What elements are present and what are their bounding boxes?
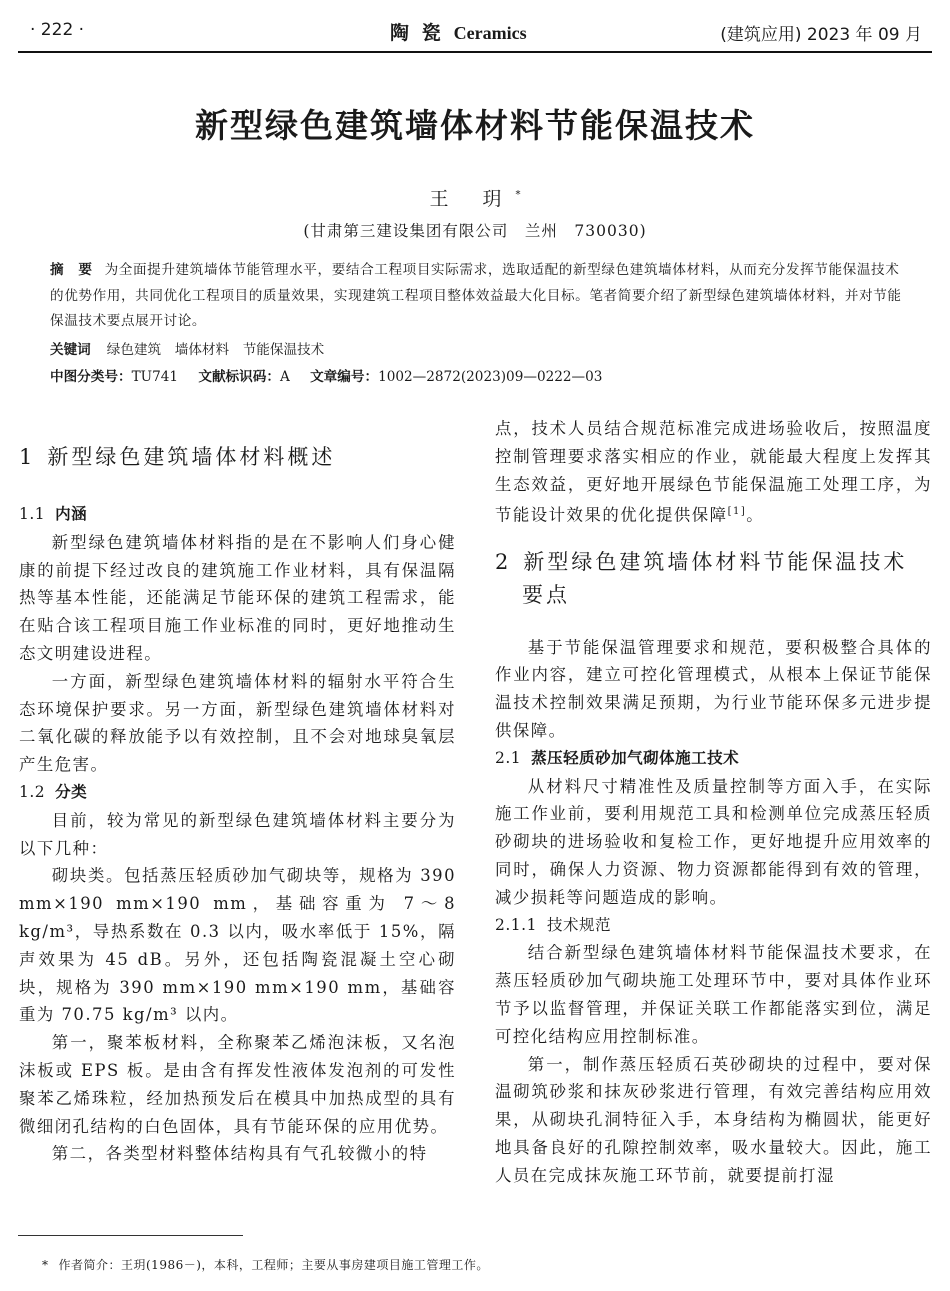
abstract-label: 摘 要 <box>50 262 93 278</box>
section-2-1-1-heading <box>495 912 932 940</box>
author-name: 王 玥 <box>429 188 516 210</box>
clc-value: TU741 <box>131 369 179 385</box>
author-mark: * <box>515 189 521 201</box>
article-title: 新型绿色建筑墙体材料节能保温技术 <box>195 106 755 145</box>
left-column <box>19 441 456 1168</box>
section-2-title-cont: 要点 <box>522 582 570 607</box>
section-1-1-heading <box>19 501 456 529</box>
paragraph: 一方面，新型绿色建筑墙体材料的辐射水平符合生态环境保护要求。另一方面，新型绿色建筑墙体材料对二氧化碳的释放能予以有效控制，且不会对地球臭氧层产生危害。 <box>19 671 456 775</box>
footnote-text: 作者简介：王玥(1986－)，本科，工程师；主要从事房建项目施工管理工作。 <box>58 1258 489 1272</box>
section-2-1-1-title: 技术规范 <box>546 915 611 934</box>
section-2-1-1-number: 2.1.1 <box>495 915 537 934</box>
classification-line <box>50 365 602 385</box>
section-1-2-number: 1.2 <box>19 782 46 801</box>
footnote <box>42 1256 489 1273</box>
journal-name <box>390 18 527 45</box>
section-1-1-number: 1.1 <box>19 505 46 523</box>
abstract <box>50 258 902 335</box>
paragraph-continued-text: 点，技术人员结合规范标准完成进场验收后，按照温度控制管理要求落实相应的作业，就能最大程度上发挥其生态效益，更好地开展绿色节能保温施工处理工序，为节能设计效果的优化提供保障 <box>495 419 932 525</box>
article-no-value: 1002—2872(2023)09—0222—03 <box>378 369 603 385</box>
section-1-2-heading <box>19 779 456 807</box>
paragraph: 第二，各类型材料整体结构具有气孔较微小的特 <box>51 1144 428 1164</box>
paragraph: 第一，制作蒸压轻质石英砂砌块的过程中，要对保温砌筑砂浆和抹灰砂浆进行管理，有效完善结构应用效果，从砌块孔洞特征入手，本身结构为椭圆状，能更好地具备良好的孔隙控制效率，吸水量较大。因此，施工人员在完成抹灰施工环节前，就要提前打湿 <box>495 1054 932 1185</box>
section-2-title: 新型绿色建筑墙体材料节能保温技术 <box>523 549 908 574</box>
footnote-mark: * <box>42 1258 49 1272</box>
paragraph: 第一，聚苯板材料，全称聚苯乙烯泡沫板，又名泡沫板或 EPS 板。是由含有挥发性液体发泡剂的可发性聚苯乙烯珠粒，经加热预发后在模具中加热成型的具有微细闭孔结构的白色固体，具有节能环保的应用优势。 <box>19 1033 456 1136</box>
author <box>0 184 950 211</box>
reference-mark: [1] <box>727 506 747 518</box>
doc-code-label: 文献标识码： <box>198 369 280 385</box>
section-2-1-heading <box>495 745 932 773</box>
clc-label: 中图分类号： <box>50 369 132 385</box>
paragraph-continued-end: 。 <box>746 505 765 525</box>
section-1-heading <box>19 441 456 474</box>
paragraph-continued <box>495 415 932 530</box>
affiliation: (甘肃第三建设集团有限公司 兰州 730030) <box>303 222 647 240</box>
doc-code-value: A <box>279 369 290 385</box>
page-number: · 222 · <box>30 20 85 40</box>
paragraph: 新型绿色建筑墙体材料指的是在不影响人们身心健康的前提下经过改良的建筑施工作业材料，具有保温隔热等基本性能，还能满足节能环保的建筑工程需求，能在贴合该工程项目施工作业标准的同时，更好地推动生态文明建设进程。 <box>19 532 456 663</box>
section-1-title: 新型绿色建筑墙体材料概述 <box>47 445 336 469</box>
section-2-1-title: 蒸压轻质砂加气砌体施工技术 <box>531 748 740 767</box>
abstract-text: 为全面提升建筑墙体节能管理水平，要结合工程项目实际需求，选取适配的新型绿色建筑墙体材料，从而充分发挥节能保温技术的优势作用，共同优化工程项目的质量效果，实现建筑工程项目整体效益最大化目标。笔者简要介绍了新型绿色建筑墙体材料，并对节能保温技术要点展开讨论。 <box>50 262 902 329</box>
journal-name-cn: 陶 瓷 <box>390 22 444 44</box>
paragraph: 从材料尺寸精准性及质量控制等方面入手，在实际施工作业前，要利用规范工具和检测单位完成蒸压轻质砂砌块的进场验收和复检工作，更好地提升应用效率的同时，确保人力资源、物力资源都能得到有效的管理，减少损耗等问题造成的影响。 <box>495 776 932 907</box>
header-rule <box>18 51 932 53</box>
section-1-1-title: 内涵 <box>55 505 88 523</box>
journal-name-en: Ceramics <box>453 23 527 43</box>
paragraph: 基于节能保温管理要求和规范，要积极整合具体的作业内容，建立可控化管理模式，从根本上保证节能保温技术控制效果满足预期，为行业节能环保多元进步提供保障。 <box>495 637 932 741</box>
keywords-label: 关键词 <box>50 342 91 358</box>
paragraph: 砌块类。包括蒸压轻质砂加气砌块等，规格为 390 mm×190 mm×190 mm，基础容重为 7～8 kg/m³，导热系数在 0.3 以内，吸水率低于 15%，隔声效果为 45 dB。另外，还包括陶瓷混凝土空心砌块，规格为 390 mm×190 mm×190 mm，基础容重为 70.75 kg/m³ 以内。 <box>19 866 456 1025</box>
article-no-label: 文章编号： <box>310 369 379 385</box>
right-column <box>495 415 932 1190</box>
keywords-text: 绿色建筑 墙体材料 节能保温技术 <box>106 342 325 358</box>
paragraph: 目前，较为常见的新型绿色建筑墙体材料主要分为以下几种： <box>19 810 456 858</box>
section-2-number: 2 <box>495 549 512 574</box>
section-2-1-number: 2.1 <box>495 748 522 767</box>
issue-info: (建筑应用) 2023 年 09 月 <box>720 25 922 45</box>
paragraph: 结合新型绿色建筑墙体材料节能保温技术要求，在蒸压轻质砂加气砌块施工处理环节中，要对具体作业环节予以监督管理，并保证关联工作都能落实到位，满足可控化结构应用控制标准。 <box>495 943 932 1046</box>
keywords <box>50 338 324 358</box>
footnote-rule <box>18 1235 243 1236</box>
section-2-heading <box>495 546 932 579</box>
section-1-2-title: 分类 <box>55 782 88 801</box>
section-1-number: 1 <box>19 445 36 469</box>
